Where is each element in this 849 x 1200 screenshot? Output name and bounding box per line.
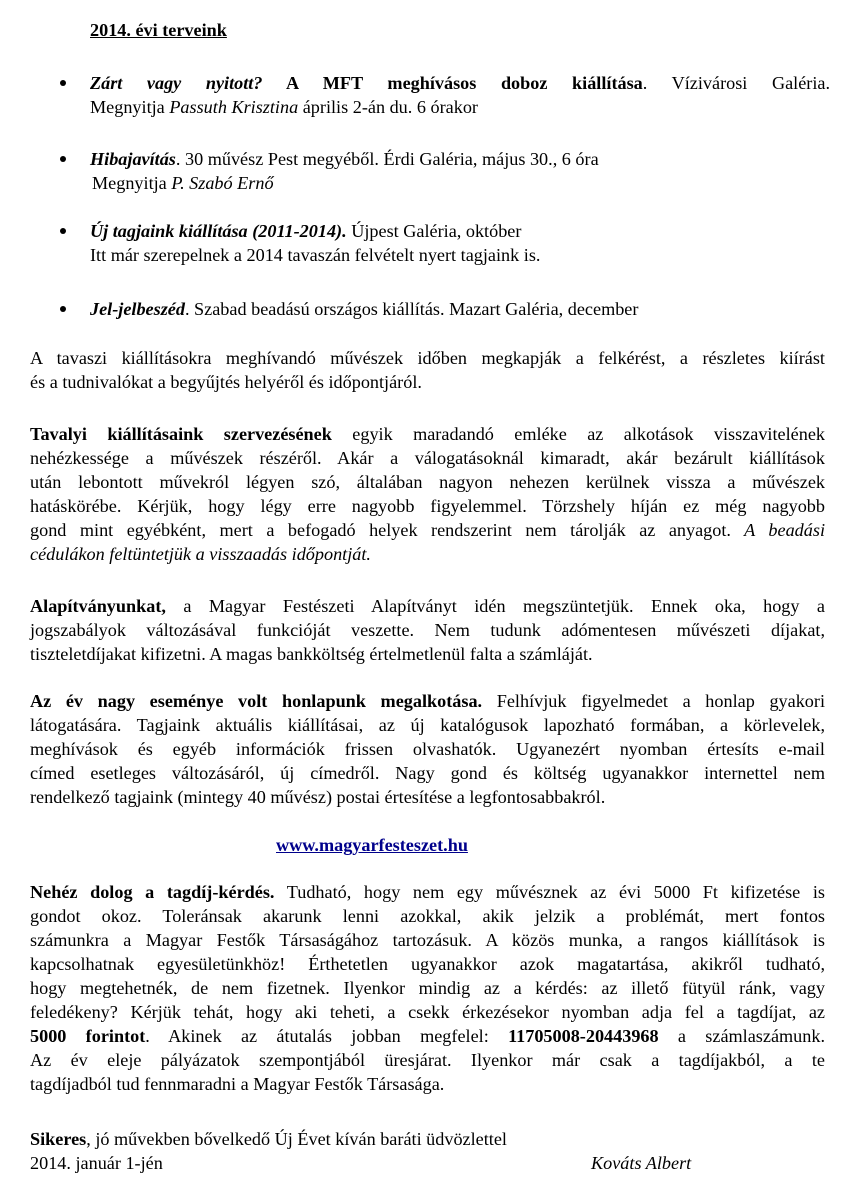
list-item-line <box>90 71 830 95</box>
paragraph-line: tagdíjadból tud fennmaradni a Magyar Festők Társasága. <box>30 1074 445 1094</box>
list-item-text: Megnyitja <box>90 97 170 117</box>
list-item-text: Megnyitja <box>92 173 172 193</box>
closing-lead: Sikeres <box>30 1129 87 1149</box>
paragraph-lead: Az év nagy eseménye volt honlapunk megalkotása. <box>30 691 483 711</box>
list-item-text: . 30 művész Pest megyéből. Érdi Galéria, május 30., 6 óra <box>175 149 599 169</box>
list-item-line <box>90 147 830 171</box>
paragraph-line <box>30 422 825 446</box>
list-item-text: . Vízivárosi Galéria. <box>642 73 831 93</box>
paragraph-line: címed esetleges változásáról, új címedről. Nagy gond és költség ugyanakkor internettel nem <box>30 763 825 783</box>
list-item <box>60 71 830 119</box>
paragraph-lead: Nehéz dolog a tagdíj-kérdés. <box>30 882 275 902</box>
paragraph-line: jogszabályok változásával funkcióját veszette. Nem tudunk adómentesen művészeti díjakat, <box>30 620 825 640</box>
paragraph-lead: Tavalyi kiállításaink szervezésének <box>30 424 332 444</box>
paragraph-italic: A beadási <box>730 520 825 540</box>
paragraph-line: és a tudnivalókat a begyűjtés helyéről és időpontjáról. <box>30 372 422 392</box>
paragraph-line: cédulákon feltüntetjük a visszaadás időpontját. <box>30 544 371 564</box>
list-item <box>60 147 830 195</box>
paragraph-line: után lebontott művekról légyen szó, általában nagyon nehezen kerülnek vissza a művészek <box>30 472 825 492</box>
paragraph-text: Tudható, hogy nem egy művésznek az évi 5000 Ft kifizetése is <box>274 882 826 902</box>
paragraph-line: nehézkessége a művészek részéről. Akár a válogatásoknál kimaradt, akár bezárult kiállítások <box>30 448 825 468</box>
closing-greeting <box>30 1127 825 1151</box>
paragraph-line <box>30 594 825 618</box>
list-item-line <box>90 171 830 195</box>
list-item-line <box>90 219 830 243</box>
list-item-title: Új tagjaink kiállítása (2011-2014). <box>90 221 347 241</box>
list-item-title: Hibajavítás <box>90 149 176 169</box>
paragraph-text: egyik maradandó emléke az alkotások visszavitelének <box>331 424 826 444</box>
account-number: 11705008-20443968 <box>508 1026 659 1046</box>
bullet-icon <box>60 80 66 86</box>
paragraph-invitations <box>30 346 825 394</box>
opener-name: Passuth Krisztina <box>169 97 299 117</box>
paragraph-text: gond mint egyébként, mert a befogadó helyek rendszerint nem tárolják az anyagot. <box>30 520 731 540</box>
bullet-icon <box>60 228 66 234</box>
list-item <box>60 219 830 267</box>
bullet-icon <box>60 156 66 162</box>
list-item-subtitle: A MFT meghívásos doboz kiállítása <box>262 73 643 93</box>
closing-date: 2014. január 1-jén <box>30 1153 163 1173</box>
paragraph-text: a számlaszámunk. <box>658 1026 825 1046</box>
list-item-title: Zárt vagy nyitott? <box>90 73 263 93</box>
paragraph-text: . Akinek az átutalás jobban megfelel: <box>145 1026 509 1046</box>
paragraph-lead: Alapítványunkat, <box>30 596 166 616</box>
paragraph-line: feledékeny? Kérjük tehát, hogy aki teheti, a csekk érkezésekor nyomban adja fel a tagdíjat, az <box>30 1002 825 1022</box>
paragraph-foundation <box>30 594 825 666</box>
paragraph-line: látogatására. Tagjaink aktuális kiállításai, az új katalógusok lapozható formában, a körlevelek, <box>30 715 825 735</box>
opener-name: P. Szabó Ernő <box>171 173 274 193</box>
paragraph-line: hatáskörébe. Kérjük, hogy légy erre nagyobb figyelemmel. Törzshely híján ez még nagyobb <box>30 496 825 516</box>
closing-text: , jó művekben bővelkedő Új Évet kíván baráti üdvözlettel <box>86 1129 507 1149</box>
paragraph-line <box>30 518 825 542</box>
paragraph-line: meghívások és egyéb információk frissen olvashatók. Ugyanezért nyomban értesíts e-mail <box>30 739 825 759</box>
bullet-icon <box>60 306 66 312</box>
paragraph-artwork-return <box>30 422 825 566</box>
paragraph-text: Felhívjuk figyelmedet a honlap gyakori <box>482 691 825 711</box>
paragraph-line: tiszteletdíjakat kifizetni. A magas bankköltség értelmetlenül falta a számláját. <box>30 644 593 664</box>
signature-name: Kováts Albert <box>591 1153 692 1173</box>
paragraph-line: kapcsolhatnak egyesületünkhöz! Érthetetlen ugyanakkor azok magatartása, akikről tudható, <box>30 954 825 974</box>
list-item-line <box>90 95 830 119</box>
paragraph-website <box>30 689 825 809</box>
paragraph-membership-fee <box>30 880 825 1096</box>
list-item-text: Újpest Galéria, október <box>346 221 522 241</box>
paragraph-line: számunkra a Magyar Festők Társaságához tartozásuk. A közös munka, a rangos kiállítások is <box>30 930 825 950</box>
list-item <box>60 297 830 321</box>
paragraph-line <box>30 1024 825 1048</box>
page-title: 2014. évi terveink <box>90 20 227 40</box>
paragraph-line <box>30 689 825 713</box>
paragraph-line: rendelkező tagjaink (mintegy 40 művész) postai értesítése a legfontosabbakról. <box>30 787 606 807</box>
website-link[interactable]: www.magyarfesteszet.hu <box>276 835 468 855</box>
paragraph-line <box>30 880 825 904</box>
list-item-text: Itt már szerepelnek a 2014 tavaszán felvételt nyert tagjaink is. <box>90 245 541 265</box>
paragraph-line: A tavaszi kiállításokra meghívandó művészek időben megkapják a felkérést, a részletes kiírást <box>30 348 825 368</box>
list-item-text: április 2-án du. 6 órakor <box>298 97 478 117</box>
paragraph-line: gondot okoz. Toleránsak akarunk lenni azokkal, akik jelzik a problémát, mert fontos <box>30 906 825 926</box>
paragraph-line: hogy megtehetnék, de nem fizetnek. Ilyenkor mindig az a kérdés: az illető fütyül ránk, vagy <box>30 978 825 998</box>
paragraph-line <box>30 1127 825 1151</box>
list-item-text: . Szabad beadású országos kiállítás. Mazart Galéria, december <box>184 299 639 319</box>
fee-amount: 5000 forintot <box>30 1026 146 1046</box>
list-item-title: Jel-jelbeszéd <box>90 299 185 319</box>
paragraph-text: a Magyar Festészeti Alapítványt idén megszüntetjük. Ennek oka, hogy a <box>165 596 825 616</box>
paragraph-line: Az év eleje pályázatok szempontjából üresjárat. Ilyenkor már csak a tagdíjakból, a te <box>30 1050 825 1070</box>
list-item-line <box>90 297 830 321</box>
